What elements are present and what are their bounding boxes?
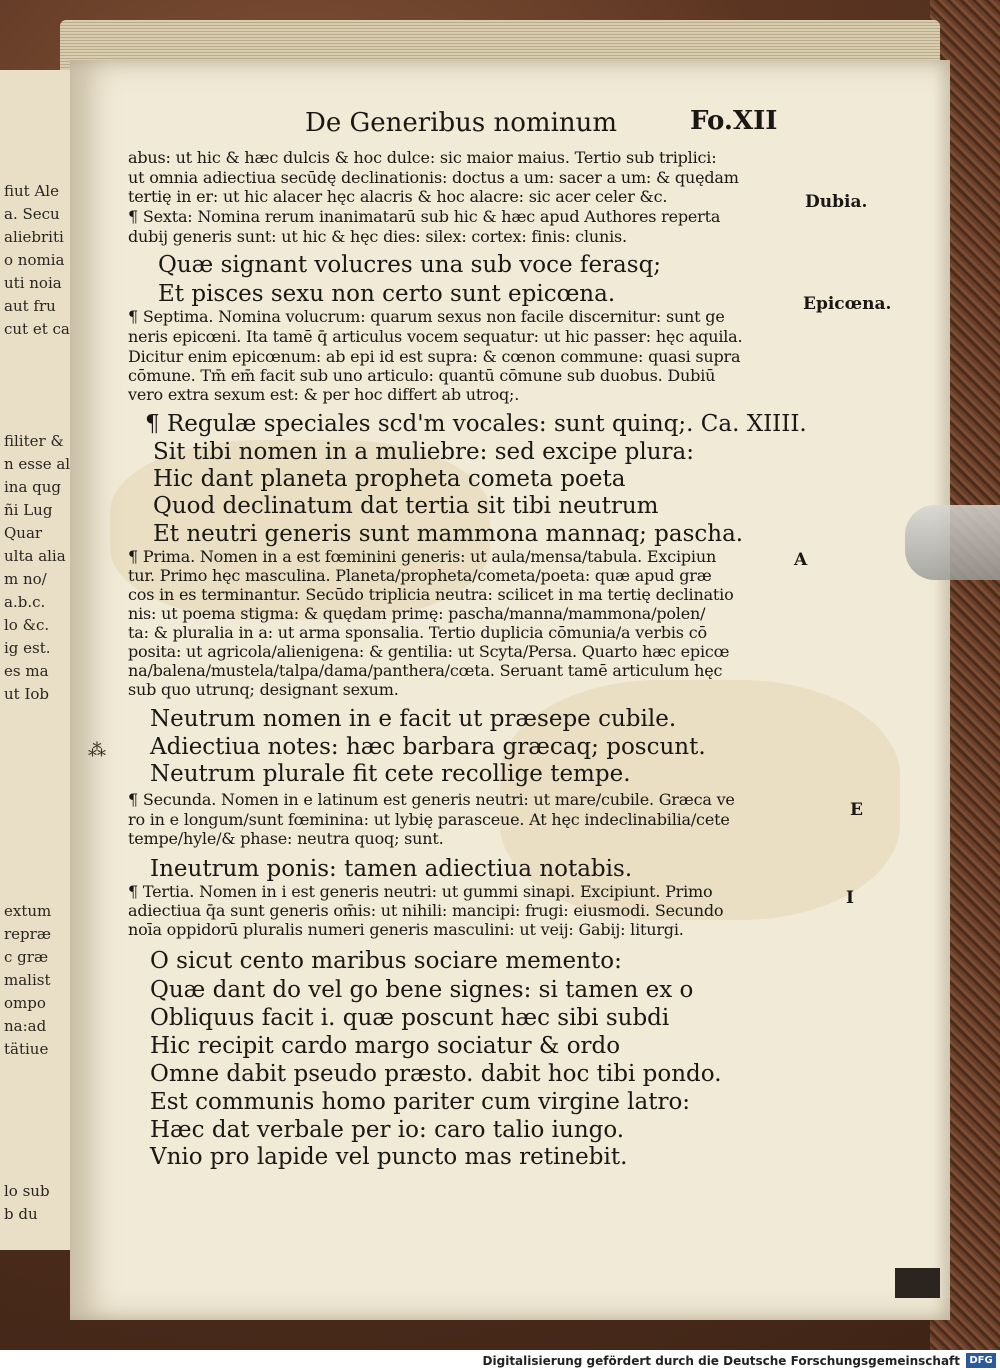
prose-line: vero extra sexum est: & per hoc differt ab utroq;. <box>128 385 520 404</box>
verse-line: Et neutri generis sunt mammona mannaq; pascha. <box>153 521 744 547</box>
left-page-fragment: a. Secu <box>4 205 60 223</box>
margin-note-e: E <box>850 800 863 820</box>
verse-line: Quæ dant do vel go bene signes: si tamen ex o <box>150 977 694 1003</box>
prose-line: tur. Primo hęc masculina. Planeta/propheta/cometa/poeta: quæ apud græ <box>128 566 712 585</box>
prose-line: dubij generis sunt: ut hic & hęc dies: silex: cortex: finis: clunis. <box>128 227 627 246</box>
left-page-fragment: lo sub <box>4 1182 50 1200</box>
margin-note-i: I <box>846 888 854 908</box>
prose-line: adiectiua q̄a sunt generis om̄is: ut nihili: mancipi: frugi: eiusmodi. Secundo <box>128 901 724 920</box>
prose-line: ta: & pluralia in a: ut arma sponsalia. Tertio duplicia cōmunia/a verbis cō <box>128 623 707 642</box>
prose-line: ut omnia adiectiua secūdę declinationis: doctus a um: sacer a um: & quędam <box>128 168 739 187</box>
left-page-fragment: o nomia <box>4 251 65 269</box>
folio-number: Fo.XII <box>690 106 778 136</box>
prose-line: ¶ Sexta: Nomina rerum inanimatarū sub hic & hæc apud Authores reperta <box>128 207 721 226</box>
left-page-fragment: lo &c. <box>4 616 50 634</box>
verse-line: Obliquus facit i. quæ poscunt hæc sibi subdi <box>150 1005 670 1031</box>
spine-tab <box>895 1268 940 1298</box>
left-page-fragment: aliebriti <box>4 228 64 246</box>
prose-line: noīa oppidorū pluralis numeri generis masculini: ut veij: Gabij: liturgi. <box>128 920 684 939</box>
left-page-fragment: cut et ca <box>4 320 70 338</box>
left-page-fragment: Quar <box>4 524 43 542</box>
prose-line: tempe/hyle/& phase: neutra quoq; sunt. <box>128 829 444 848</box>
prose-line: tertię in er: ut hic alacer hęc alacris & hoc alacre: sic acer celer &c. <box>128 187 668 206</box>
prose-line: cos in es terminantur. Secūdo triplicia neutra: scilicet in ma tertię declinatio <box>128 585 734 604</box>
left-page-fragment: m no/ <box>4 570 47 588</box>
prose-line: neris epicœni. Ita tamē q̄ articulus vocem sequatur: ut hic passer: hęc aquila. <box>128 327 743 346</box>
margin-note-dubia: Dubia. <box>805 192 868 212</box>
verse-line: Hic recipit cardo margo sociatur & ordo <box>150 1033 621 1059</box>
verse-line: Quæ signant volucres una sub voce ferasq; <box>158 252 662 278</box>
left-page-fragment: extum <box>4 902 52 920</box>
left-page-fragment: malist <box>4 971 51 989</box>
main-page <box>70 60 950 1320</box>
margin-note-a: A <box>794 550 808 570</box>
verse-line: Adiectiua notes: hæc barbara græcaq; poscunt. <box>150 734 706 760</box>
left-page-fragment: filiter & <box>4 432 64 450</box>
prose-line: ¶ Tertia. Nomen in i est generis neutri: ut gummi sinapi. Excipiunt. Primo <box>128 882 713 901</box>
left-page-fragment: tätiue <box>4 1040 49 1058</box>
left-page-fragment: ompo <box>4 994 46 1012</box>
prose-line: ¶ Secunda. Nomen in e latinum est generis neutri: ut mare/cubile. Græca ve <box>128 790 735 809</box>
verse-line: Et pisces sexu non certo sunt epicœna. <box>158 281 616 307</box>
verse-line: Quod declinatum dat tertia sit tibi neutrum <box>153 493 659 519</box>
prose-line: ¶ Prima. Nomen in a est fœminini generis: ut aula/mensa/tabula. Excipiun <box>128 547 717 566</box>
left-page-fragment: ulta alia <box>4 547 66 565</box>
verse-line: Omne dabit pseudo præsto. dabit hoc tibi pondo. <box>150 1061 722 1087</box>
verse-line: Sit tibi nomen in a muliebre: sed excipe plura: <box>153 439 694 465</box>
left-page-fragment: ñi Lug <box>4 501 53 519</box>
prose-line: abus: ut hic & hæc dulcis & hoc dulce: sic maior maius. Tertio sub triplici: <box>128 148 717 167</box>
left-page-fragment: c græ <box>4 948 49 966</box>
prose-line: Dicitur enim epicœnum: ab epi id est supra: & cœnon commune: quasi supra <box>128 347 741 366</box>
left-page-fragment: uti noia <box>4 274 62 292</box>
left-page-fragment: a.b.c. <box>4 593 46 611</box>
prose-line: ro in e longum/sunt fœminina: ut lybię parasceue. At hęc indeclinabilia/cete <box>128 810 730 829</box>
verse-line: O sicut cento maribus sociare memento: <box>150 948 622 974</box>
prose-line: na/balena/mustela/talpa/dama/panthera/cœta. Seruant tamē articulum hęc <box>128 661 723 680</box>
verse-line: Hæc dat verbale per io: caro talio iungo. <box>150 1117 625 1143</box>
verse-line: Hic dant planeta propheta cometa poeta <box>153 466 626 492</box>
left-page-fragment: fiut Ale <box>4 182 59 200</box>
verse-line: Neutrum nomen in e facit ut præsepe cubile. <box>150 706 677 732</box>
prose-line: cōmune. Tm̄ em̄ facit sub uno articulo: quantū cōmune sub duobus. Dubiū <box>128 366 716 385</box>
handwritten-mark: ⁂ <box>88 740 106 761</box>
left-page-fragment: ut Iob <box>4 685 50 703</box>
prose-line: posita: ut agricola/alienigena: & gentilia: ut Scyta/Persa. Quarto hæc epicœ <box>128 642 730 661</box>
left-page-fragment: n esse al <box>4 455 71 473</box>
left-page-fragment: repræ <box>4 925 51 943</box>
left-page-fragment: ig est. <box>4 639 51 657</box>
prose-line: nis: ut poema stigma: & quędam primę: pascha/manna/mammona/polen/ <box>128 604 706 623</box>
verse-line: Ineutrum ponis: tamen adiectiua notabis. <box>150 856 633 882</box>
verse-line: Vnio pro lapide vel puncto mas retinebit. <box>150 1144 628 1170</box>
dfg-logo: DFG <box>966 1353 996 1368</box>
running-header: De Generibus nominum <box>305 108 618 138</box>
margin-note-epicoena: Epicœna. <box>803 294 892 314</box>
left-page-fragment: b du <box>4 1205 38 1223</box>
footer-bar <box>0 1350 1000 1370</box>
footer-credit: Digitalisierung gefördert durch die Deutsche Forschungsgemeinschaft <box>482 1354 960 1368</box>
left-page-fragment: es ma <box>4 662 49 680</box>
prose-line: sub quo utrunq; designant sexum. <box>128 680 399 699</box>
verse-line: Est communis homo pariter cum virgine latro: <box>150 1089 691 1115</box>
verse-line: Neutrum plurale fit cete recollige tempe. <box>150 761 631 787</box>
left-page-fragment: aut fru <box>4 297 56 315</box>
verse-line: ¶ Regulæ speciales scd'm vocales: sunt quinq;. Ca. XIIII. <box>145 411 807 437</box>
prose-line: ¶ Septima. Nomina volucrum: quarum sexus non facile discernitur: sunt ge <box>128 307 725 326</box>
left-page-fragment: ina qug <box>4 478 62 496</box>
left-page-fragment: na:ad <box>4 1017 47 1035</box>
page-clip <box>905 505 1000 580</box>
